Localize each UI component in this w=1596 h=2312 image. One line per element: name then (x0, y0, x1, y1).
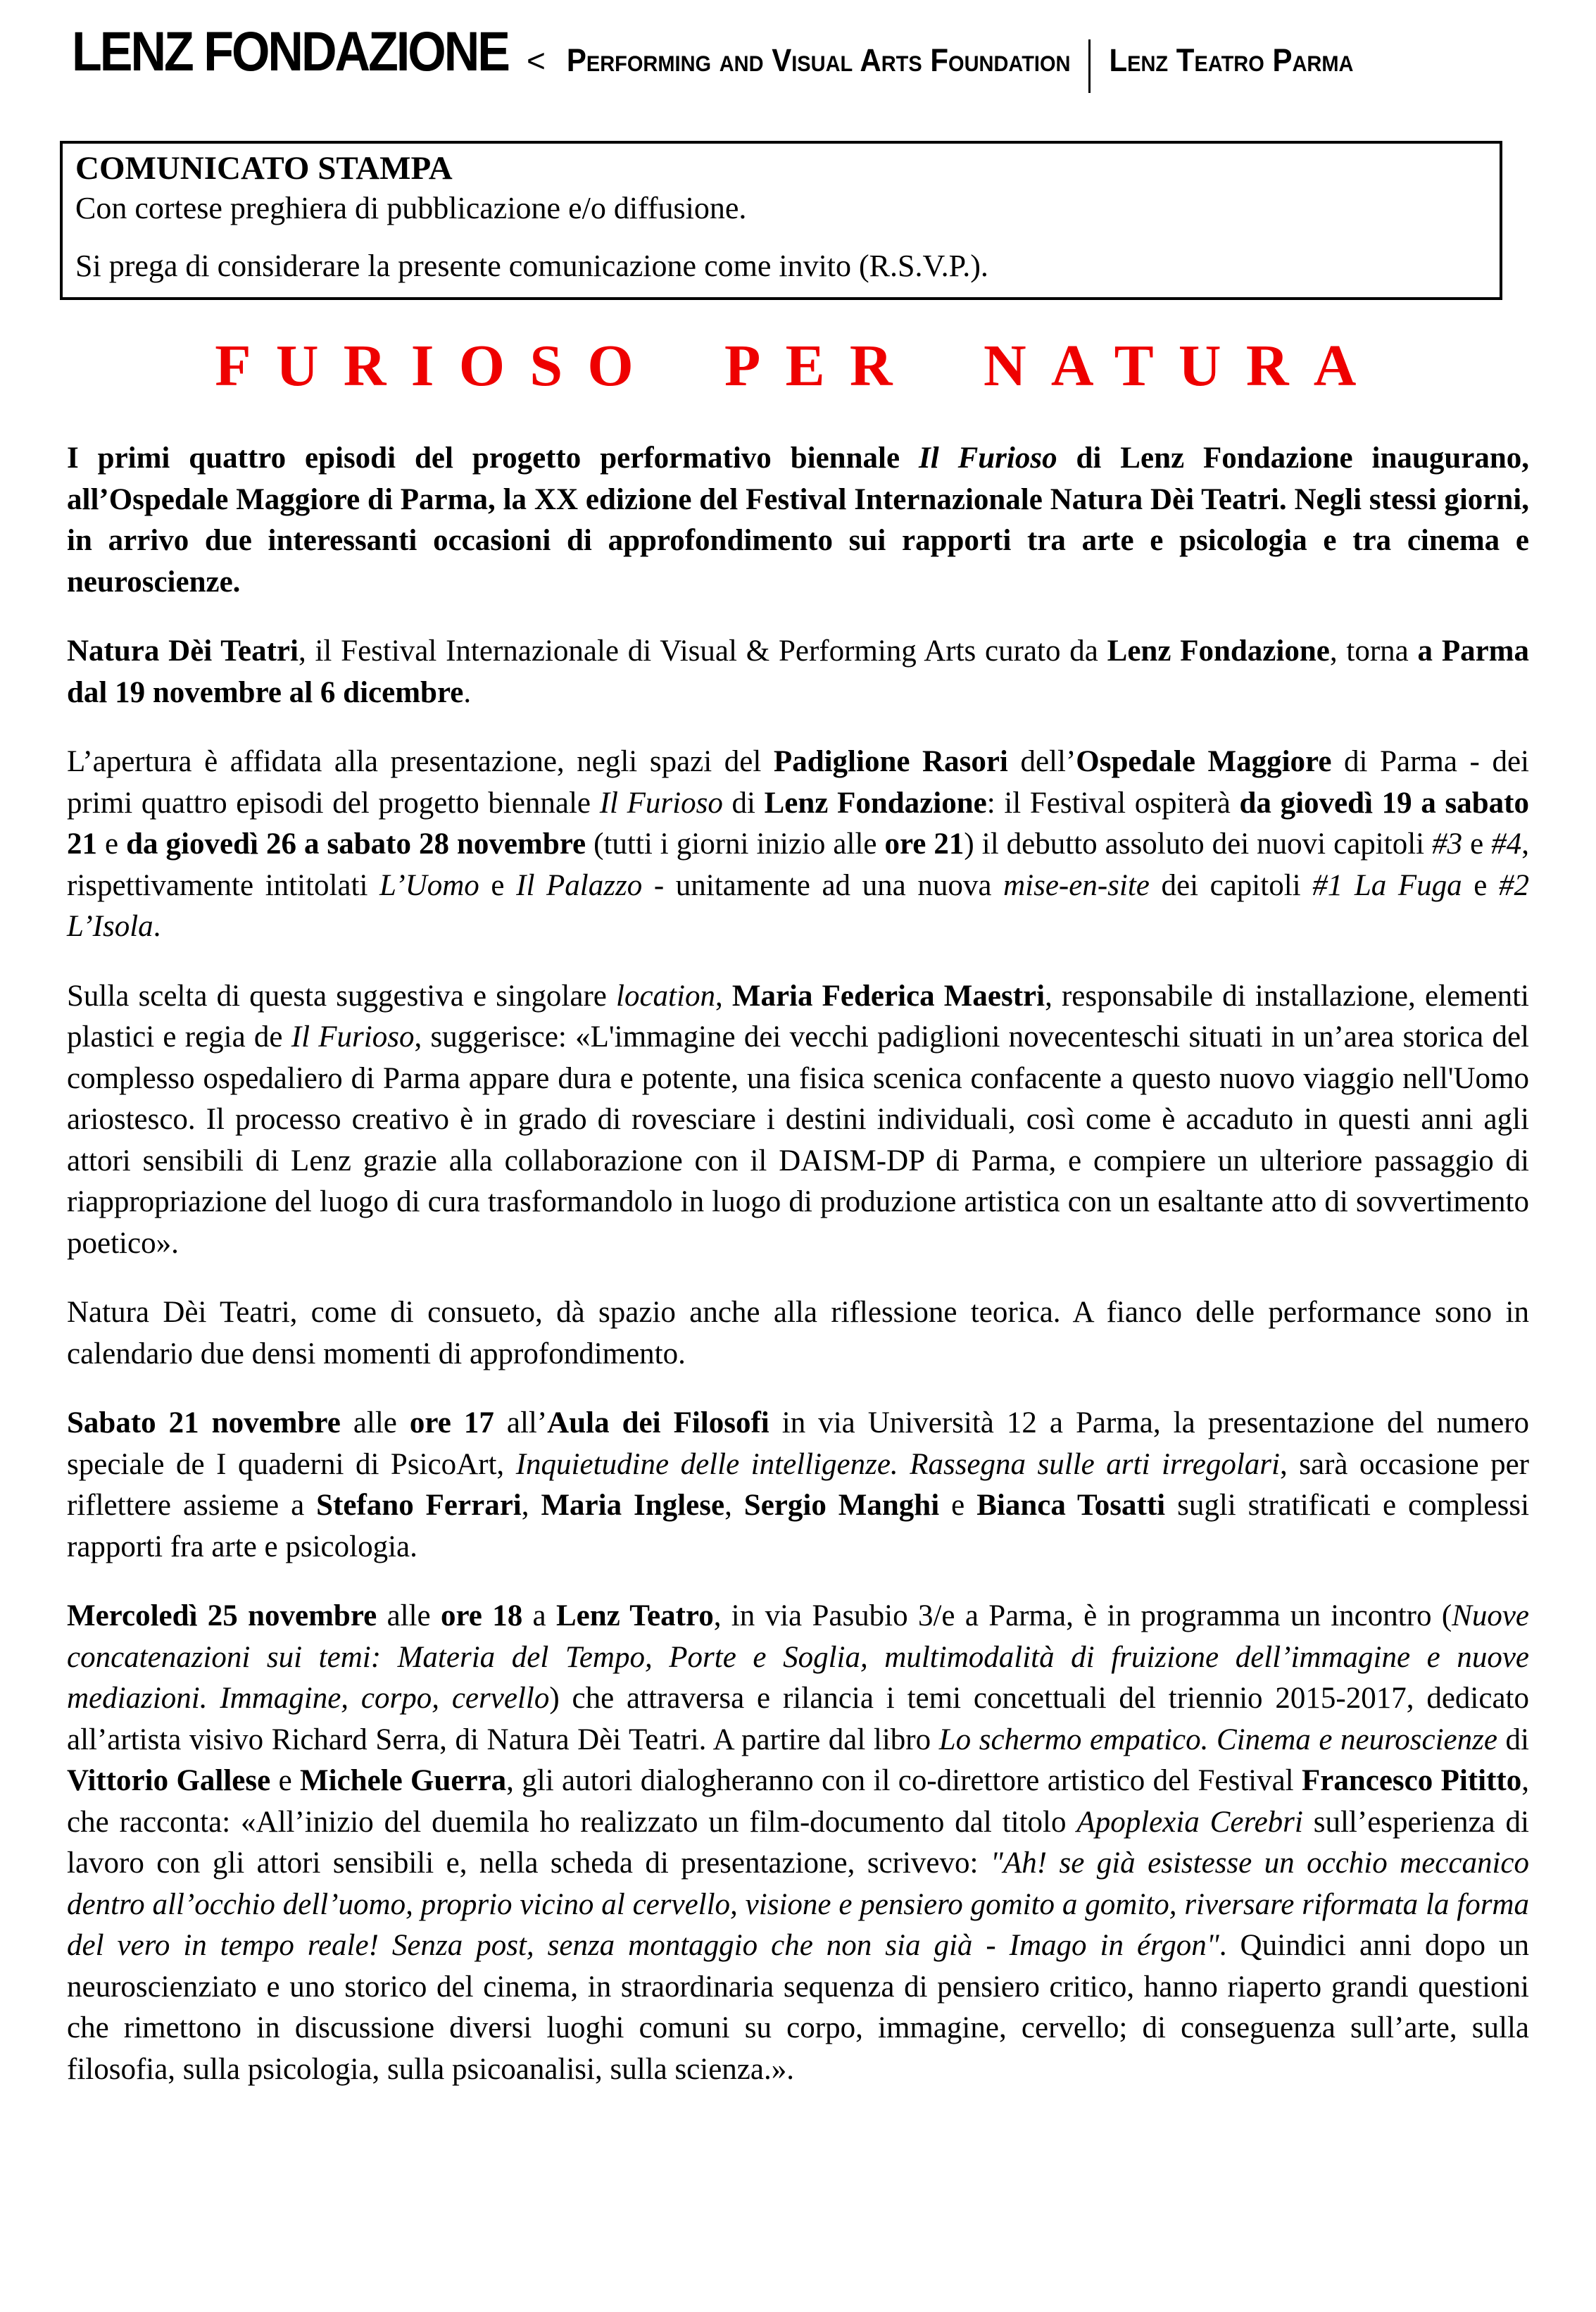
header-divider (1088, 39, 1091, 93)
header (72, 20, 1529, 83)
body-text (67, 438, 1529, 2118)
body-paragraph: Natura Dèi Teatri, il Festival Internazionale di Visual & Performing Arts curato da Lenz Fondazione, torna a Parma dal 19 novembre al 6 dicembre. (67, 635, 1529, 709)
press-box-line2: Si prega di considerare la presente comunicazione come invito (R.S.V.P.). (75, 249, 988, 283)
press-box-line1: Con cortese preghiera di pubblicazione e/o diffusione. (75, 191, 747, 225)
angle-bracket-separator: < (526, 42, 546, 79)
main-title: FURIOSO PER NATURA (215, 333, 1381, 399)
header-subtitle: Performing and Visual Arts Foundation (566, 42, 1071, 78)
press-release-box (60, 141, 1502, 300)
lenz-fondazione-logo: LENZ FONDAZIONE (72, 20, 508, 82)
press-box-title: COMUNICATO STAMPA (75, 150, 453, 187)
body-paragraph: Mercoledì 25 novembre alle ore 18 a Lenz Teatro, in via Pasubio 3/e a Parma, è in programma un incontro (Nuove concatenazioni sui temi: Materia del Tempo, Porte e Soglia, multimodalità di fruizione dell’immagine e nuove mediazioni. Immagine, corpo, cervello) che attraversa e rilancia i temi concettuali del triennio 2015-2017, dedicato all’artista visivo Richard Serra, di Natura Dèi Teatri. A partire dal libro Lo schermo empatico. Cinema e neuroscienze di Vittorio Gallese e Michele Guerra, gli autori dialogheranno con il co-direttore artistico del Festival Francesco Pititto, che racconta: «All’inizio del duemila ho realizzato un film-documento dal titolo Apoplexia Cerebri sull’esperienza di lavoro con gli attori sensibili e, nella scheda di presentazione, scrivevo: "Ah! se già esistesse un occhio meccanico dentro all’occhio dell’uomo, proprio vicino al cervello, visione e pensiero gomito a gomito, riversare riformata la forma del vero in tempo reale! Senza post, senza montaggio che non sia già - Imago in érgon". Quindici anni dopo un neuroscienziato e uno storico del cinema, in straordinaria sequenza di pensiero critico, hanno riaperto grandi questioni che rimettono in discussione diversi luoghi comuni su corpo, immagine, cervello; di conseguenza sull’arte, sulla filosofia, sulla psicologia, sulla psicoanalisi, sulla scienza.». (67, 1599, 1530, 2086)
header-org: Lenz Teatro Parma (1109, 42, 1354, 78)
body-paragraph: Natura Dèi Teatri, come di consueto, dà spazio anche alla riflessione teorica. A fianco delle performance sono in calendario due densi momenti di approfondimento. (67, 1296, 1529, 1370)
body-paragraph: Sabato 21 novembre alle ore 17 all’Aula dei Filosofi in via Università 12 a Parma, la presentazione del numero speciale de I quaderni di PsicoArt, Inquietudine delle intelligenze. Rassegna sulle arti irregolari, sarà occasione per riflettere assieme a Stefano Ferrari, Maria Inglese, Sergio Manghi e Bianca Tosatti sugli stratificati e complessi rapporti fra arte e psicologia. (67, 1406, 1530, 1563)
body-paragraph: Sulla scelta di questa suggestiva e singolare location, Maria Federica Maestri, responsabile di installazione, elementi plastici e regia de Il Furioso, suggerisce: «L'immagine dei vecchi padiglioni novecenteschi situati in un’area storica del complesso ospedaliero di Parma appare dura e potente, una fisica scenica confacente a questo nuovo viaggio nell'Uomo ariostesco. Il processo creativo è in grado di rovesciare i destini individuali, così come è accaduto in questi anni agli attori sensibili di Lenz grazie alla collaborazione con il DAISM-DP di Parma, e compiere un ulteriore passaggio di riappropriazione del luogo di cura trasformandolo in luogo di produzione artistica con un esaltante atto di sovvertimento poetico». (67, 979, 1529, 1260)
body-paragraph: L’apertura è affidata alla presentazione, negli spazi del Padiglione Rasori dell’Ospedale Maggiore di Parma - dei primi quattro episodi del progetto biennale Il Furioso di Lenz Fondazione: il Festival ospiterà da giovedì 19 a sabato 21 e da giovedì 26 a sabato 28 novembre (tutti i giorni inizio alle ore 21) il debutto assoluto dei nuovi capitoli #3 e #4, rispettivamente intitolati L’Uomo e Il Palazzo - unitamente ad una nuova mise-en-site dei capitoli #1 La Fuga e #2 L’Isola. (67, 745, 1530, 943)
body-paragraph: I primi quattro episodi del progetto performativo biennale Il Furioso di Lenz Fondazione inaugurano, all’Ospedale Maggiore di Parma, la XX edizione del Festival Internazionale Natura Dèi Teatri. Negli stessi giorni, in arrivo due interessanti occasioni di approfondimento sui rapporti tra arte e psicologia e tra cinema e neuroscienze. (67, 442, 1529, 599)
